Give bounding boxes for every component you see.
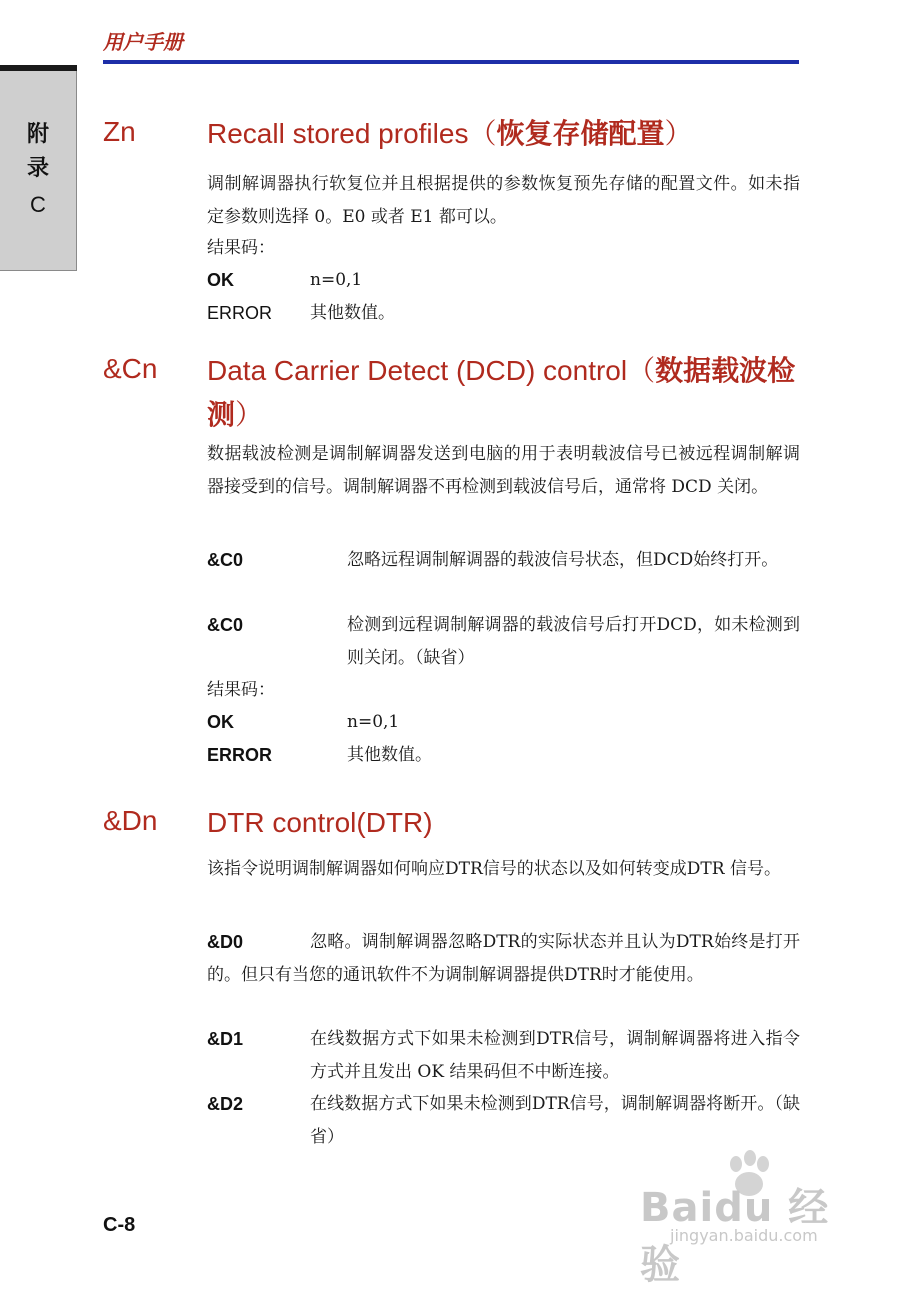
option-code: &D2 [207,1094,244,1114]
option-text: 在线数据方式下如果未检测到DTR信号，调制解调器将断开。（缺省） [310,1094,800,1147]
heading-en: DTR control(DTR) [207,807,433,838]
heading-en: Data Carrier Detect (DCD) control（ [207,355,656,386]
page-number: C-8 [103,1214,136,1236]
option-code: &D1 [207,1029,244,1049]
side-tab-line-3: C [30,192,46,217]
command-cn: &Cn [103,353,158,384]
section-description-cn: 数据载波检测是调制解调器发送到电脑的用于表明载波信号已被远程调制解调器接受到的信号。调制解调器不再检测到载波信号后，通常将 DCD 关闭。 [207,444,800,497]
appendix-side-tab [0,71,77,271]
watermark-brand: Baidu 经验 [640,1185,830,1288]
header-rule [103,60,799,64]
result-code-value: 其他数值。 [347,745,432,765]
result-code-label: 结果码： [207,680,275,700]
result-code-value: 其他数值。 [310,303,395,323]
section-heading-zn [207,112,802,156]
result-code-label: 结果码： [207,238,275,258]
watermark-url: jingyan.baidu.com [670,1226,818,1245]
option-text: 在线数据方式下如果未检测到DTR信号，调制解调器将进入指令方式并且发出 OK 结果码但不中断连接。 [310,1029,800,1082]
option-code: &C0 [207,615,244,635]
option-code: &C0 [207,550,244,570]
section-description-zn: 调制解调器执行软复位并且根据提供的参数恢复预先存储的配置文件。如未指定参数则选择 0。E0 或者 E1 都可以。 [207,174,800,227]
section-heading-cn [207,349,802,437]
heading-en: Recall stored profiles（ [207,118,497,149]
side-tab-line-1: 附 [26,122,49,147]
baidu-watermark [640,1150,860,1288]
option-code: &D0 [207,932,244,952]
heading-zh: 恢复存储配置 [496,117,665,150]
command-zn: Zn [103,116,136,147]
section-heading-dn [207,801,802,845]
result-code-value: n=0,1 [347,712,400,732]
result-code: ERROR [207,745,273,765]
side-tab-line-2: 录 [26,156,49,181]
result-code: OK [207,270,234,290]
section-description-dn: 该指令说明调制解调器如何响应DTR信号的状态以及如何转变成DTR 信号。 [207,859,781,879]
option-text: 检测到远程调制解调器的载波信号后打开DCD，如未检测到则关闭。（缺省） [347,615,800,668]
option-text: 忽略远程调制解调器的载波信号状态，但DCD始终打开。 [347,550,779,570]
heading-close: ） [235,399,264,430]
result-code-value: n=0,1 [310,270,363,290]
option-text: 忽略。调制解调器忽略DTR的实际状态并且认为DTR始终是打开的。但只有当您的通讯软件不为调制解调器提供DTR时才能使用。 [207,932,800,985]
running-header-title: 用户手册 [103,30,183,54]
result-code: ERROR [207,303,273,323]
command-dn: &Dn [103,805,158,836]
result-code: OK [207,712,234,732]
heading-close: ） [664,118,693,149]
heading-zh: 数据载波检测 [207,354,796,431]
